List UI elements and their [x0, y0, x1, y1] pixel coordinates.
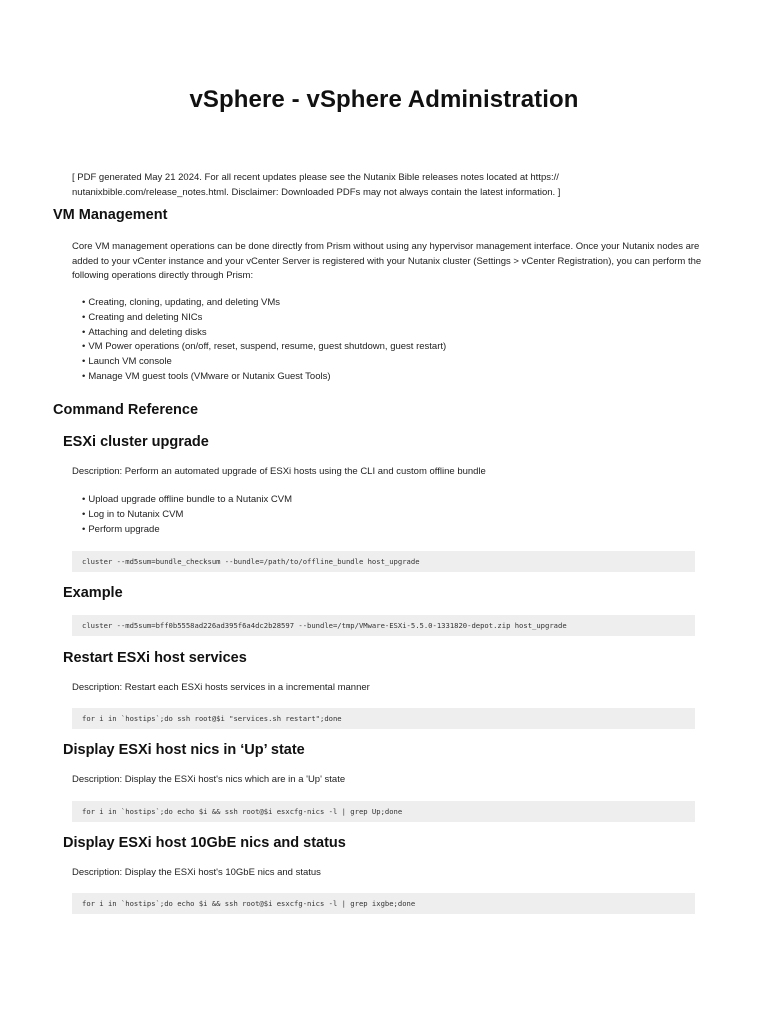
- code-block[interactable]: cluster --md5sum=bundle_checksum --bundle=/path/to/offline_bundle host_upgrade: [72, 551, 695, 572]
- nics-up-description: Description: Display the ESXi host's nics which are in a 'Up' state: [72, 774, 346, 785]
- command-reference-heading: Command Reference: [53, 402, 199, 418]
- pdf-disclaimer: [ PDF generated May 21 2024. For all recent updates please see the Nutanix Bible releases notes located at https:// nutanixbible.com/release_notes.html. Disclaimer: Downloaded PDFs may not always contain the latest information. ]: [72, 171, 561, 198]
- code-block[interactable]: cluster --md5sum=bff0b5558ad226ad395f6a4dc2b28597 --bundle=/tmp/VMware-ESXi-5.5.0-1331820-depot.zip host_upgrade: [72, 615, 695, 636]
- nics-up-heading: Display ESXi host nics in ‘Up’ state: [63, 742, 305, 758]
- esxi-upgrade-description: Description: Perform an automated upgrade of ESXi hosts using the CLI and custom offline bundle: [72, 466, 486, 477]
- list-item: • Upload upgrade offline bundle to a Nutanix CVM: [82, 493, 292, 508]
- example-heading: Example: [63, 585, 123, 601]
- list-item: • Log in to Nutanix CVM: [82, 508, 292, 523]
- list-item: • VM Power operations (on/off, reset, suspend, resume, guest shutdown, guest restart): [82, 340, 446, 355]
- upgrade-steps-list: [82, 493, 292, 537]
- list-item: • Perform upgrade: [82, 523, 292, 538]
- page-title: vSphere - vSphere Administration: [189, 86, 579, 113]
- list-item: • Creating and deleting NICs: [82, 311, 446, 326]
- list-item: • Attaching and deleting disks: [82, 326, 446, 341]
- vm-management-intro: Core VM management operations can be done directly from Prism without using any hypervisor management interface. Once your Nutanix nodes are added to your vCenter instance and your vCenter Server is registered with your Nutanix cluster (Settings > vCenter Registration), you can perform the following operations directly through Prism:: [72, 241, 702, 281]
- list-item: • Creating, cloning, updating, and deleting VMs: [82, 296, 446, 311]
- esxi-upgrade-heading: ESXi cluster upgrade: [63, 434, 209, 450]
- vm-management-heading: VM Management: [53, 207, 168, 223]
- restart-services-description: Description: Restart each ESXi hosts services in a incremental manner: [72, 682, 370, 693]
- code-block[interactable]: for i in `hostips`;do echo $i && ssh root@$i esxcfg-nics -l | grep ixgbe;done: [72, 893, 695, 914]
- nics-10gbe-heading: Display ESXi host 10GbE nics and status: [63, 835, 346, 851]
- list-item: • Manage VM guest tools (VMware or Nutanix Guest Tools): [82, 370, 446, 385]
- code-block[interactable]: for i in `hostips`;do ssh root@$i "services.sh restart";done: [72, 708, 695, 729]
- list-item: • Launch VM console: [82, 355, 446, 370]
- restart-services-heading: Restart ESXi host services: [63, 650, 247, 666]
- vm-operations-list: [82, 296, 446, 385]
- nics-10gbe-description: Description: Display the ESXi host's 10GbE nics and status: [72, 867, 321, 878]
- code-block[interactable]: for i in `hostips`;do echo $i && ssh root@$i esxcfg-nics -l | grep Up;done: [72, 801, 695, 822]
